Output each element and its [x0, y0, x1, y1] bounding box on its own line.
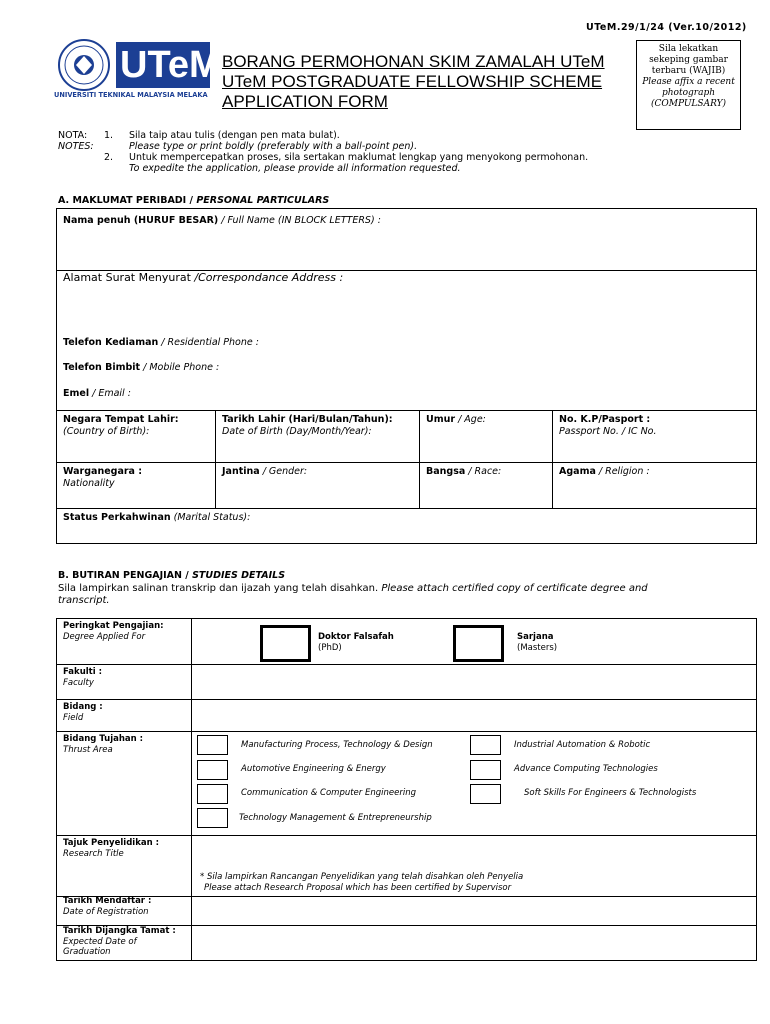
- mobile-phone-field[interactable]: Telefon Bimbit / Mobile Phone :: [63, 362, 220, 373]
- country-of-birth-field[interactable]: Negara Tempat Lahir: (Country of Birth):: [63, 414, 179, 437]
- note-1-en: Please type or print boldly (preferably with a ball-point pen).: [129, 141, 418, 152]
- thrust-checkbox-automation[interactable]: [470, 735, 501, 755]
- phd-checkbox[interactable]: [260, 625, 311, 662]
- thrust-checkbox-softskills[interactable]: [470, 784, 501, 804]
- form-reference-code: UTeM.29/1/24 (Ver.10/2012): [586, 22, 747, 33]
- university-name: UNIVERSITI TEKNIKAL MALAYSIA MELAKA: [54, 91, 208, 99]
- notes-label: NOTA:: [58, 130, 88, 141]
- title-line-1: BORANG PERMOHONAN SKIM ZAMALAH UTeM: [222, 52, 605, 71]
- utem-logo: [54, 38, 221, 100]
- thrust-option-automotive: Automotive Engineering & Energy: [241, 764, 386, 774]
- masters-label: Sarjana (Masters): [517, 632, 558, 653]
- thrust-option-technology-management: Technology Management & Entrepreneurship: [239, 813, 432, 823]
- nationality-field[interactable]: Warganegara : Nationality: [63, 466, 143, 489]
- race-field[interactable]: Bangsa / Race:: [426, 466, 502, 477]
- address-field[interactable]: Alamat Surat Menyurat /Correspondance Address :: [63, 271, 344, 284]
- logo-wordmark: UTeM: [120, 44, 221, 86]
- age-field[interactable]: Umur / Age:: [426, 414, 486, 425]
- photo-instruction-1: Sila lekatkan: [658, 44, 719, 54]
- ic-passport-field[interactable]: No. K.P/Pasport : Passport No. / IC No.: [559, 414, 657, 437]
- notes: [58, 130, 698, 178]
- note-2-en: To expedite the application, please provide all information requested.: [129, 163, 461, 174]
- faculty-field[interactable]: Fakulti : Faculty: [63, 667, 102, 688]
- masters-checkbox[interactable]: [453, 625, 504, 662]
- notes-label-en: NOTES:: [58, 141, 94, 152]
- residential-phone-field[interactable]: Telefon Kediaman / Residential Phone :: [63, 337, 259, 348]
- phd-label: Doktor Falsafah (PhD): [318, 632, 394, 653]
- email-field[interactable]: Emel / Email :: [63, 388, 131, 399]
- section-b-heading: B. BUTIRAN PENGAJIAN / STUDIES DETAILS: [58, 570, 286, 581]
- note-2: Untuk mempercepatkan proses, sila sertakan maklumat lengkap yang menyokong permohonan.: [129, 152, 589, 163]
- note-number-1: 1.: [104, 130, 114, 141]
- thrust-checkbox-technology-management[interactable]: [197, 808, 228, 828]
- title-line-2: UTeM POSTGRADUATE FELLOWSHIP SCHEME: [222, 72, 603, 91]
- registration-date-field[interactable]: Tarikh Mendaftar : Date of Registration: [63, 896, 152, 917]
- gender-field[interactable]: Jantina / Gender:: [222, 466, 308, 477]
- marital-status-field[interactable]: Status Perkahwinan (Marital Status):: [63, 512, 251, 523]
- degree-label: Peringkat Pengajian: Degree Applied For: [63, 621, 164, 642]
- photo-instruction-4: Please affix a recent: [642, 77, 735, 87]
- form-title: [222, 52, 605, 112]
- title-line-3: APPLICATION FORM: [222, 92, 388, 111]
- thrust-checkbox-communication[interactable]: [197, 784, 228, 804]
- thrust-option-automation: Industrial Automation & Robotic: [514, 740, 651, 750]
- research-title-field[interactable]: Tajuk Penyelidikan : Research Title: [63, 838, 159, 859]
- photo-instruction-2: sekeping gambar: [649, 55, 728, 65]
- thrust-option-computing: Advance Computing Technologies: [514, 764, 658, 774]
- photo-instruction-6: (COMPULSARY): [650, 99, 727, 109]
- research-note: * Sila lampirkan Rancangan Penyelidikan yang telah disahkan oleh Penyelia Please attach Research Proposal which has been certified by Supervisor: [200, 872, 524, 893]
- thrust-option-softskills: Soft Skills For Engineers & Technologists: [524, 788, 697, 798]
- photo-box[interactable]: [636, 40, 741, 130]
- thrust-checkbox-automotive[interactable]: [197, 760, 228, 780]
- thrust-checkbox-computing[interactable]: [470, 760, 501, 780]
- thrust-option-manufacturing: Manufacturing Process, Technology & Design: [241, 740, 433, 750]
- thrust-option-communication: Communication & Computer Engineering: [241, 788, 416, 798]
- religion-field[interactable]: Agama / Religion :: [559, 466, 650, 477]
- date-of-birth-field[interactable]: Tarikh Lahir (Hari/Bulan/Tahun): Date of Birth (Day/Month/Year):: [222, 414, 393, 437]
- thrust-checkbox-manufacturing[interactable]: [197, 735, 228, 755]
- expected-graduation-field[interactable]: Tarikh Dijangka Tamat : Expected Date of Graduation: [63, 926, 176, 957]
- note-1: Sila taip atau tulis (dengan pen mata bulat).: [129, 130, 340, 141]
- section-b-instruction: Sila lampirkan salinan transkrip dan ijazah yang telah disahkan. Please attach certified copy of certificate degree and transcript.: [58, 583, 648, 606]
- personal-particulars-table: [56, 208, 757, 544]
- section-a-heading: A. MAKLUMAT PERIBADI / PERSONAL PARTICULARS: [58, 195, 330, 206]
- photo-instruction-5: photograph: [662, 88, 715, 98]
- field-of-study-field[interactable]: Bidang : Field: [63, 702, 103, 723]
- note-number-2: 2.: [104, 152, 114, 163]
- full-name-field[interactable]: Nama penuh (HURUF BESAR) / Full Name (IN BLOCK LETTERS) :: [63, 215, 381, 226]
- thrust-area-label: Bidang Tujahan : Thrust Area: [63, 734, 144, 755]
- photo-instruction-3: terbaru (WAJIB): [651, 66, 726, 76]
